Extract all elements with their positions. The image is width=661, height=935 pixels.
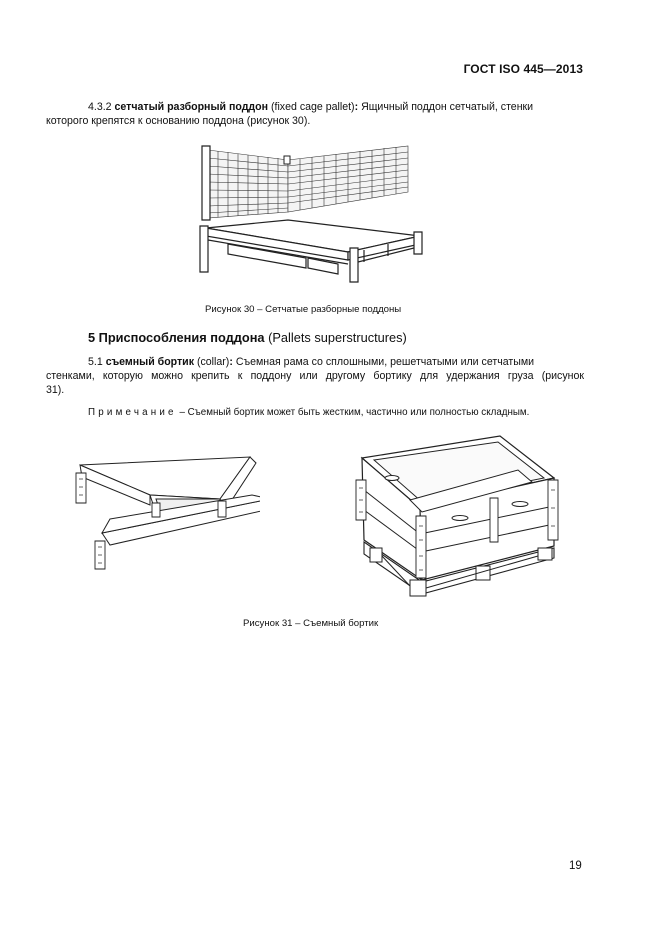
figure-31-caption: Рисунок 31 – Съемный бортик: [243, 618, 379, 629]
clause-4-3-2-line2: которого крепятся к основанию поддона (рисунок 30).: [46, 115, 311, 127]
note-label: Примечание: [88, 407, 177, 418]
clause-4-3-2: [88, 100, 588, 114]
clause-5-1-colon: :: [229, 356, 233, 368]
figure-30-caption: Рисунок 30 – Сетчатые разборные поддоны: [205, 304, 402, 315]
fixed-cage-pallet-illustration: [188, 140, 433, 290]
clause-5-1-text: Съемная рама со сплошными, решетчатыми или сетчатыми: [232, 356, 535, 368]
clause-number: 4.3.2: [88, 101, 112, 113]
note-text: – Съемный бортик может быть жестким, частично или полностью складным.: [176, 407, 530, 418]
clause-5-1-term: съемный бортик: [105, 356, 195, 368]
pallet-base: [200, 220, 422, 282]
clause-5-1-line1: [88, 355, 584, 369]
page-number: 19: [569, 860, 582, 872]
standard-code-header: ГОСТ ISO 445—2013: [463, 62, 583, 76]
collar-on-pallet-illustration: [350, 430, 560, 600]
clause-5-1-line3: 31).: [46, 384, 65, 396]
clause-english-term: (fixed cage pallet): [270, 101, 355, 113]
clause-5-1-number: 5.1: [88, 356, 103, 368]
note: [88, 407, 529, 418]
section-title: 5 Приспособления поддона: [88, 330, 265, 345]
clause-5-1-line2: стенками, которую можно крепить к поддону или другому бортику для удержания груза (рисунок: [46, 370, 584, 382]
section-english-title: (Pallets superstructures): [268, 330, 407, 345]
section-5-heading: [88, 330, 407, 345]
mesh-wall-left: [208, 150, 288, 218]
clause-5-1-english: (collar): [196, 356, 230, 368]
folding-collar-illustration: [70, 455, 260, 570]
clause-colon: :: [354, 101, 359, 113]
mesh-wall-right: [288, 146, 408, 212]
clause-definition-line1: Ящичный поддон сетчатый, стенки: [358, 101, 534, 113]
clause-term: сетчатый разборный поддон: [114, 101, 269, 113]
